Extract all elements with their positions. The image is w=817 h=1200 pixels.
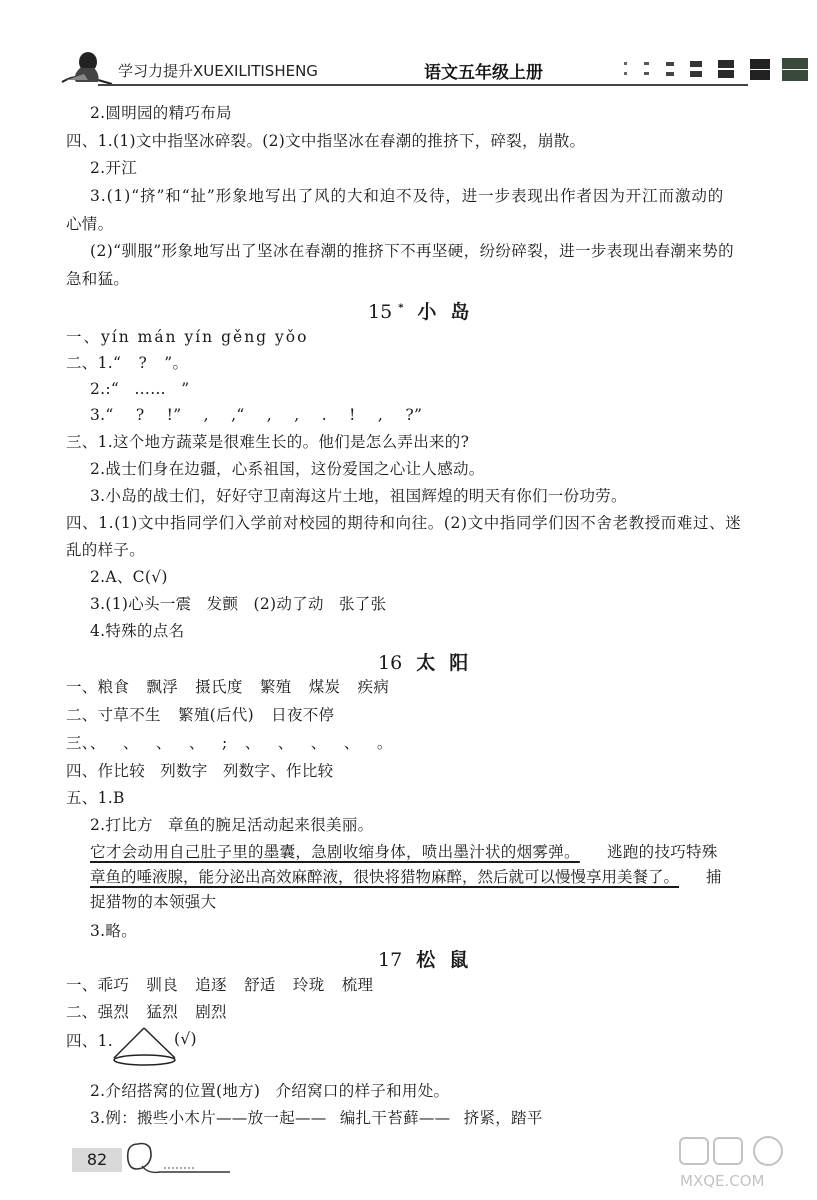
- cone-shape-icon: [112, 1026, 178, 1068]
- reading-girl-icon: [58, 50, 116, 86]
- text-line: [90, 841, 718, 863]
- header-rule: [98, 84, 748, 86]
- text-line: 四、1.(1)文中指坚冰碎裂。(2)文中指坚冰在春潮的推挤下，碎裂，崩散。: [66, 132, 586, 150]
- text-line: (2)“驯服”形象地写出了坚冰在春潮的推挤下不再坚硬，纷纷碎裂，进一步表现出春潮来势的: [90, 242, 735, 260]
- text-line: 一、yín mán yín gěng yǒo: [66, 328, 309, 346]
- text-line: 2.战士们身在边疆，心系祖国，这份爱国之心让人感动。: [90, 460, 485, 478]
- text-line: 3.略。: [90, 922, 137, 940]
- page-header: [0, 0, 817, 92]
- q-logo-icon: [124, 1138, 234, 1178]
- text-line: 二、寸草不生 繁殖(后代) 日夜不停: [66, 706, 335, 724]
- text-line: 乱的样子。: [66, 541, 146, 559]
- text-line: 急和猛。: [66, 270, 130, 288]
- text-line: 四、1.: [66, 1032, 113, 1050]
- text-span: 捕: [705, 868, 722, 886]
- text-line: 3.(1)心头一震 发颤 (2)动了动 张了张: [90, 595, 387, 613]
- text-line: 三、、 、 、 、 ; 、 、 、 、 。: [66, 734, 393, 752]
- text-line: 3.“ ? !” , ,“ , , . ! , ?”: [90, 406, 423, 424]
- page-number: 82: [72, 1148, 122, 1172]
- text-line: 2.开江: [90, 159, 137, 177]
- text-line: 2.介绍搭窝的位置(地方) 介绍窝口的样子和用处。: [90, 1082, 450, 1100]
- watermark-logo: [676, 1132, 812, 1194]
- text-span: 逃跑的技巧特殊: [607, 843, 718, 861]
- text-line: 五、1.B: [66, 789, 125, 807]
- text-line: 心情。: [66, 215, 114, 233]
- text-line: 2.A、C(√): [90, 568, 168, 586]
- text-line: 3.例：搬些小木片——放一起—— 编扎干苔藓—— 挤紧，踏平: [90, 1109, 543, 1127]
- text-line: 四、作比较 列数字 列数字、作比较: [66, 762, 334, 780]
- brand-text: 学习力提升XUEXILITISHENG: [118, 62, 318, 80]
- text-line: 2.打比方 章鱼的腕足活动起来很美丽。: [90, 816, 374, 834]
- subject-title: 语文五年级上册: [424, 63, 543, 83]
- text-line: [90, 866, 721, 888]
- check-mark: (√): [174, 1030, 197, 1048]
- text-line: 3.(1)“挤”和“扯”形象地写出了风的大和迫不及待，进一步表现出作者因为开江而激动的: [90, 187, 725, 205]
- text-line: 二、强烈 猛烈 剧烈: [66, 1003, 227, 1021]
- section-title-16: 16 太阳: [378, 652, 483, 674]
- text-line: 一、粮食 飘浮 摄氏度 繁殖 煤炭 疾病: [66, 678, 390, 696]
- decorative-squares: [622, 58, 817, 84]
- text-line: 2.:“ …… ”: [90, 380, 190, 398]
- text-line: 三、1.这个地方蔬菜是很难生长的。他们是怎么弄出来的?: [66, 433, 470, 451]
- watermark-text: MXQE.COM: [680, 1172, 765, 1190]
- text-line: 二、1.“ ? ”。: [66, 354, 189, 372]
- section-title-15: 15 * 小岛: [368, 301, 484, 323]
- text-line: 4.特殊的点名: [90, 622, 185, 640]
- text-line: 3.小岛的战士们，好好守卫南海这片土地，祖国辉煌的明天有你们一份功劳。: [90, 487, 627, 505]
- text-line: 一、乖巧 驯良 追逐 舒适 玲珑 梳理: [66, 976, 374, 994]
- text-line: 捉猎物的本领强大: [90, 893, 217, 911]
- section-title-17: 17 松鼠: [378, 949, 483, 971]
- text-line: 四、1.(1)文中指同学们入学前对校园的期待和向往。(2)文中指同学们因不舍老教授而难过、迷: [66, 514, 742, 532]
- text-line: 2.圆明园的精巧布局: [90, 104, 232, 122]
- underlined-text: 它才会动用自己肚子里的墨囊，急剧收缩身体，喷出墨汁状的烟雾弹。: [90, 843, 580, 861]
- underlined-text: 章鱼的唾液腺，能分泌出高效麻醉液，很快将猎物麻醉，然后就可以慢慢享用美餐了。: [90, 868, 680, 886]
